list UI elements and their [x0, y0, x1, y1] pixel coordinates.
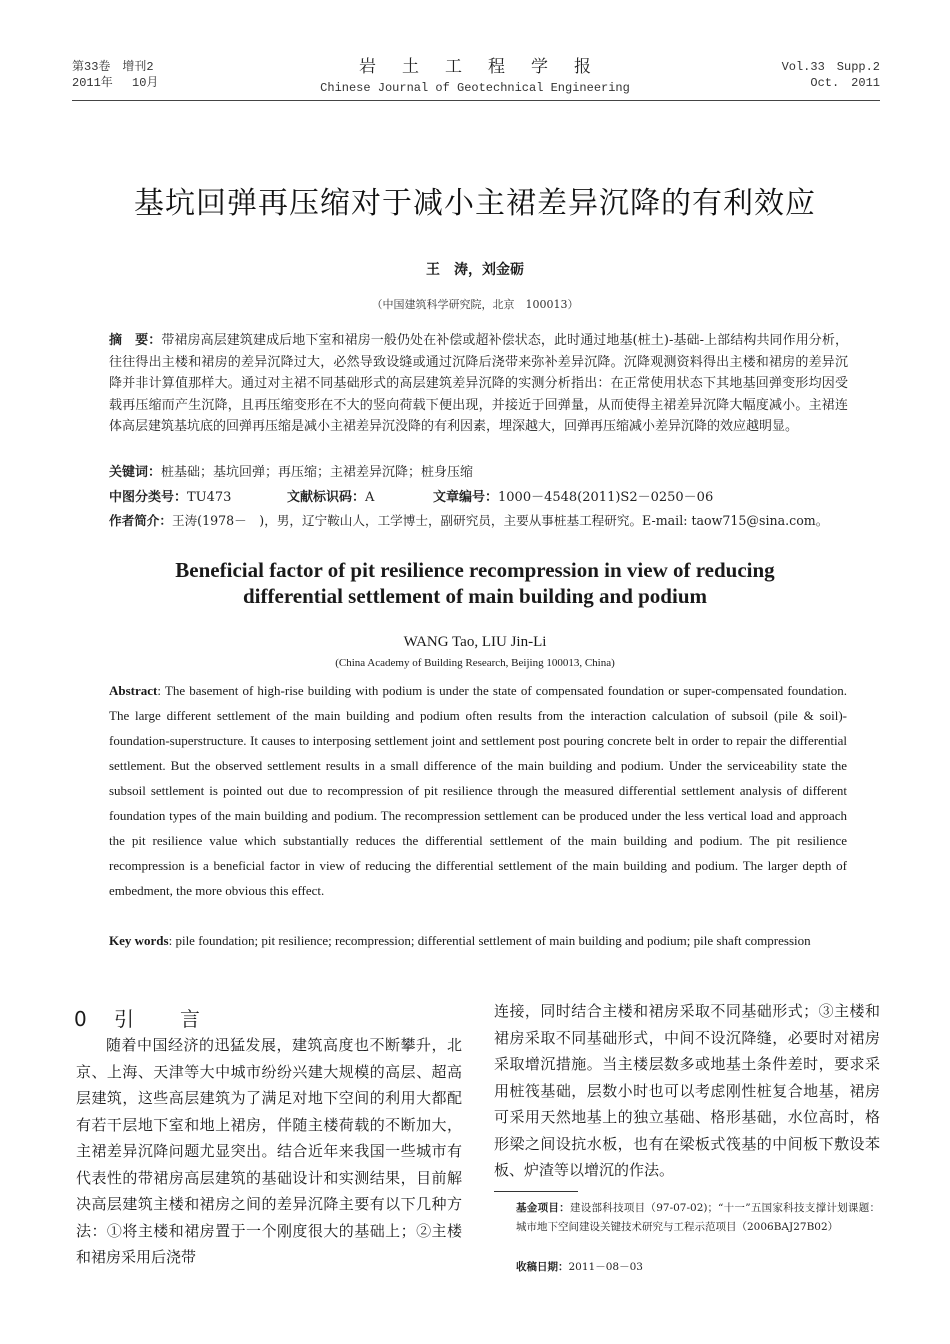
paper-title-en [60, 557, 890, 609]
author-bio-text: 王涛(1978－ )，男，辽宁鞍山人，工学博士，副研究员，主要从事桩基工程研究。E-mail: taow715@sina.com。 [171, 513, 829, 528]
journal-name-en: Chinese Journal of Geotechnical Engineering [320, 81, 630, 95]
abstract-en-text: : The basement of high-rise building with podium is under the state of compensated foundation or super-compensated foundation. The large different settlement of the main building and podium often results from the interaction calculation of subsoil (pile & soil)-foundation-superstructure. It causes to interposing settlement joint and settlement post pouring concrete belt in order to repair the differential settlement. But the observed settlement results in a small difference of the main building and podium. Under the serviceability state the subsoil settlement is pointed out due to recompression of pit resilience through the measured differential settlement analysis of different foundation types of the main building and podium. The recompression settlement can be produced under the less vertical load and approach the pit resilience value which substantially reduces the differential settlement of the main building and podium. The pit resilience recompression is a beneficial factor in view of reducing the differential settlement of the main building and podium. The larger depth of embedment, the more obvious this effect. [109, 683, 847, 898]
header-rule [72, 100, 880, 101]
volume-issue-en: Vol.33 Supp.2 [781, 60, 880, 74]
section-number: 0 [74, 1007, 87, 1031]
section-heading-introduction [74, 1003, 200, 1032]
body-column-right: 连接，同时结合主楼和裙房采取不同基础形式；③主楼和裙房采取不同基础形式，中间不设沉降缝，必要时对裙房采取增沉措施。当主楼层数多或地基土条件差时，要求采用桩筏基础，层数小时也可以考虑刚性桩复合地基，裙房可采用天然地基上的独立基础、格形基础，水位高时，格形梁之间设抗水板，也有在梁板式筏基的中间板下敷设苯板、炉渣等以增沉的作法。 [494, 1002, 880, 1179]
article-number: 文章编号：1000－4548(2011)S2－0250－06 [433, 490, 714, 505]
affiliation-en: (China Academy of Building Research, Beijing 100013, China) [335, 657, 615, 669]
running-header-right [782, 59, 880, 91]
received-label: 收稿日期： [516, 1261, 569, 1273]
footnote-rule [494, 1191, 578, 1192]
received-date: 2011－08－03 [568, 1261, 643, 1273]
abstract-cn-label: 摘 要： [109, 333, 162, 348]
funding-label: 基金项目： [516, 1202, 570, 1214]
author-bio-label: 作者简介： [109, 513, 172, 528]
keywords-cn-label: 关键词： [109, 465, 162, 480]
paper-title-en-line1: Beneficial factor of pit resilience recompression in view of reducing [175, 558, 775, 582]
author-bio [109, 512, 854, 530]
running-header-center [250, 56, 700, 96]
clc-code: 中图分类号：TU473 [109, 490, 232, 505]
issue-date-en: Oct. 2011 [810, 76, 880, 90]
keywords-en [109, 928, 847, 953]
keywords-cn [109, 464, 854, 482]
volume-issue: 第33卷 增刊2 [72, 60, 154, 74]
keywords-en-label: Key words [109, 933, 169, 948]
section-title-char1: 引 [114, 1007, 134, 1031]
running-header-left [72, 59, 158, 91]
issue-date: 2011年 10月 [72, 76, 159, 90]
section-title-char2: 言 [180, 1007, 200, 1031]
authors-en: WANG Tao, LIU Jin-Li [403, 634, 547, 650]
keywords-cn-text: 桩基础；基坑回弹；再压缩；主裙差异沉降；桩身压缩 [161, 465, 474, 480]
classification-line [109, 489, 854, 507]
keywords-en-text: : pile foundation; pit resilience; recompression; differential settlement of main building and podium; pile shaft compression [168, 933, 811, 948]
paper-title-en-line2: differential settlement of main building and podium [243, 584, 707, 608]
abstract-en-label: Abstract [109, 683, 158, 698]
footnote-received [516, 1258, 880, 1277]
paper-title-cn: 基坑回弹再压缩对于减小主裙差异沉降的有利效应 [134, 186, 816, 221]
document-code: 文献标识码：A [287, 490, 375, 505]
body-column-left: 随着中国经济的迅猛发展，建筑高度也不断攀升，北京、上海、天津等大中城市纷纷兴建大规模的高层、超高层建筑，这些高层建筑为了满足对地下空间的利用大都配有若干层地下室和地上裙房，伴随主楼荷载的不断加大，主裙差异沉降问题尤显突出。结合近年来我国一些城市有代表性的带裙房高层建筑的基础设计和实测结果，目前解决高层建筑主楼和裙房之间的差异沉降主要有以下几种方法：①将主楼和裙房置于一个刚度很大的基础上；②主楼和裙房采用后浇带 [76, 1036, 462, 1266]
journal-name-cn: 岩土工程学报 [359, 57, 617, 77]
authors-cn: 王 涛，刘金砺 [426, 262, 524, 278]
affiliation-cn: （中国建筑科学研究院，北京 100013） [371, 298, 579, 311]
funding-text: 建设部科技项目（97-07-02)；“十一”五国家科技支撑计划课题：城市地下空间建设关键技术研究与工程示范项目（2006BAJ27B02） [516, 1202, 881, 1233]
footnote-funding [516, 1199, 880, 1237]
abstract-en [109, 678, 847, 903]
abstract-cn [109, 330, 848, 438]
abstract-cn-text: 带裙房高层建筑建成后地下室和裙房一般仍处在补偿或超补偿状态，此时通过地基(桩土)-基础-上部结构共同作用分析，往往得出主楼和裙房的差异沉降过大，必然导致设缝或通过沉降后浇带来弥补差异沉降。沉降观测资料得出主楼和裙房的差异沉降并非计算值那样大。通过对主裙不同基础形式的高层建筑差异沉降的实测分析指出：在正常使用状态下其地基回弹变形均因受载再压缩而产生沉降，且再压缩变形在不大的竖向荷载下便出现，并接近于回弹量，从而使得主裙差异沉降大幅度减小。主裙连体高层建筑基坑底的回弹再压缩是减小主裙差异沉没降的有利因素，埋深越大，回弹再压缩减小差异沉降的效应越明显。 [109, 333, 848, 435]
